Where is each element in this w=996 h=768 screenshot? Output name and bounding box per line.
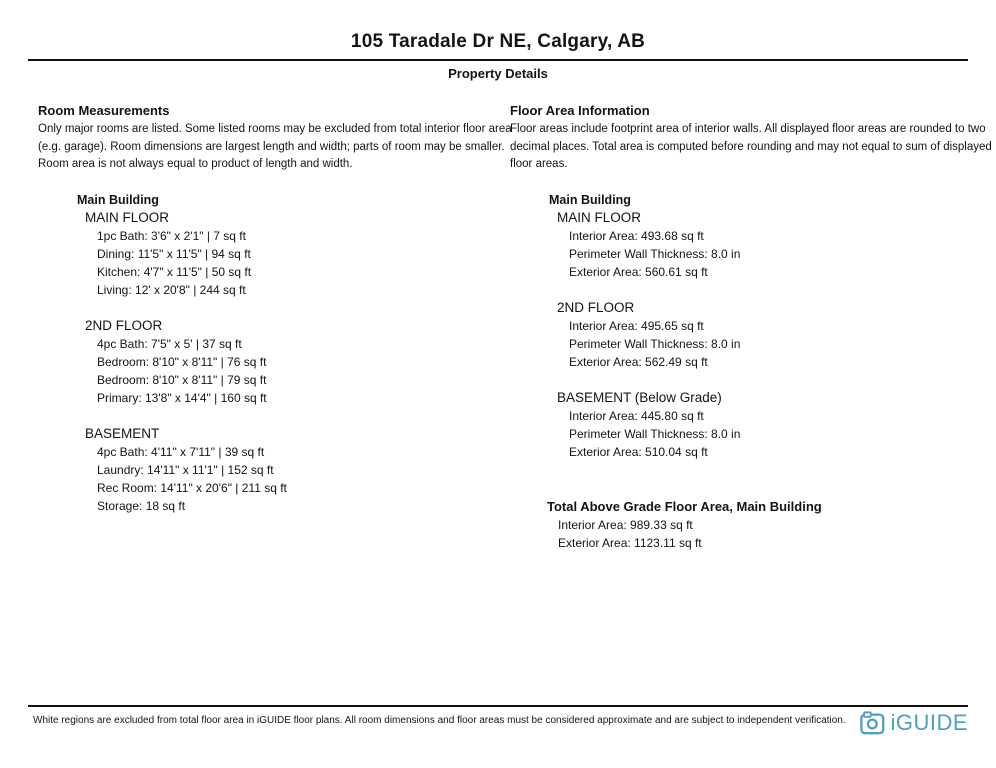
floor-area-line: Exterior Area: 510.04 sq ft xyxy=(569,444,708,459)
total-above-grade-heading: Total Above Grade Floor Area, Main Building xyxy=(547,498,822,514)
total-lines xyxy=(510,516,992,552)
room-measurement-line: Laundry: 14'11" x 11'1" | 152 sq ft xyxy=(97,462,274,477)
floor-area-section xyxy=(510,101,992,552)
header-divider xyxy=(28,59,968,61)
floor-area-line: Exterior Area: 562.49 sq ft xyxy=(569,354,708,369)
disclaimer-line: Only major rooms are listed. Some listed rooms may be excluded from total interior floor area xyxy=(38,123,512,135)
disclaimer-line: Room area is not always equal to product of length and width. xyxy=(38,158,353,171)
floor-area-line: Interior Area: 493.68 sq ft xyxy=(569,228,704,243)
footer-disclaimer: White regions are excluded from total floor area in iGUIDE floor plans. All room dimensions and floor areas must be considered approximate and are subject to independent verification. xyxy=(33,715,846,726)
disclaimer-line: (e.g. garage). Room dimensions are largest length and width; parts of room may be smaller. xyxy=(38,140,505,153)
room-measurement-line: Dining: 11'5" x 11'5" | 94 sq ft xyxy=(97,246,251,261)
floor-area-line: Exterior Area: 560.61 sq ft xyxy=(569,264,708,279)
floor-block xyxy=(38,209,510,299)
floor-area-line: Interior Area: 495.65 sq ft xyxy=(569,318,704,333)
room-measurements-building xyxy=(38,191,510,515)
room-measurement-line: Primary: 13'8" x 14'4" | 160 sq ft xyxy=(97,390,267,405)
room-measurement-line: 4pc Bath: 4'11" x 7'11" | 39 sq ft xyxy=(97,444,265,459)
floor-name: MAIN FLOOR xyxy=(85,209,170,225)
iguide-camera-icon xyxy=(860,711,885,735)
room-measurements-heading: Room Measurements xyxy=(38,103,170,118)
room-measurement-line: 1pc Bath: 3'6" x 2'1" | 7 sq ft xyxy=(97,228,246,243)
disclaimer-line: Floor areas include footprint area of interior walls. All displayed floor areas are rounded to two xyxy=(510,123,986,135)
floor-name: BASEMENT xyxy=(85,425,160,441)
floor-area-line: Perimeter Wall Thickness: 8.0 in xyxy=(569,336,741,351)
room-measurement-line: Living: 12' x 20'8" | 244 sq ft xyxy=(97,282,246,297)
document-header xyxy=(0,0,996,82)
floor-area-heading: Floor Area Information xyxy=(510,103,650,118)
floor-name: 2ND FLOOR xyxy=(557,299,635,315)
room-measurement-line: 4pc Bath: 7'5" x 5' | 37 sq ft xyxy=(97,336,242,351)
floor-block xyxy=(38,425,510,515)
room-floors xyxy=(38,209,510,515)
page-title: 105 Taradale Dr NE, Calgary, AB xyxy=(350,31,646,52)
floor-name: MAIN FLOOR xyxy=(557,209,642,225)
floor-name: 2ND FLOOR xyxy=(85,317,163,333)
building-name: Main Building xyxy=(77,192,159,207)
room-measurement-line: Rec Room: 14'11" x 20'6" | 211 sq ft xyxy=(97,480,287,495)
floor-area-building xyxy=(510,191,992,461)
room-measurement-line: Storage: 18 sq ft xyxy=(97,498,186,513)
room-measurement-line: Bedroom: 8'10" x 8'11" | 79 sq ft xyxy=(97,372,267,387)
iguide-logo-text: iGUIDE xyxy=(890,710,968,735)
floor-name: BASEMENT (Below Grade) xyxy=(557,389,722,405)
floor-area-line: Perimeter Wall Thickness: 8.0 in xyxy=(569,426,741,441)
total-area-line: Interior Area: 989.33 sq ft xyxy=(558,517,693,532)
disclaimer-line: decimal places. Total area is computed before rounding and may not equal to sum of displayed xyxy=(510,140,992,153)
floor-area-line: Perimeter Wall Thickness: 8.0 in xyxy=(569,246,741,261)
building-name: Main Building xyxy=(549,192,631,207)
floor-block xyxy=(38,317,510,407)
floor-block xyxy=(510,389,992,461)
content-columns xyxy=(0,101,996,552)
iguide-logo xyxy=(860,711,968,735)
floor-area-line: Interior Area: 445.80 sq ft xyxy=(569,408,704,423)
floor-area-disclaimer xyxy=(510,121,992,174)
room-measurements-disclaimer xyxy=(38,121,510,174)
floor-block xyxy=(510,209,992,281)
room-measurement-line: Kitchen: 4'7" x 11'5" | 50 sq ft xyxy=(97,264,252,279)
document-footer xyxy=(28,705,968,735)
page-subtitle: Property Details xyxy=(448,66,548,81)
disclaimer-line: floor areas. xyxy=(510,158,568,171)
area-floors xyxy=(510,209,992,461)
floor-block xyxy=(510,299,992,371)
room-measurements-section xyxy=(38,101,510,552)
room-measurement-line: Bedroom: 8'10" x 8'11" | 76 sq ft xyxy=(97,354,267,369)
total-area-line: Exterior Area: 1123.11 sq ft xyxy=(558,535,702,550)
total-above-grade-block xyxy=(510,498,992,552)
